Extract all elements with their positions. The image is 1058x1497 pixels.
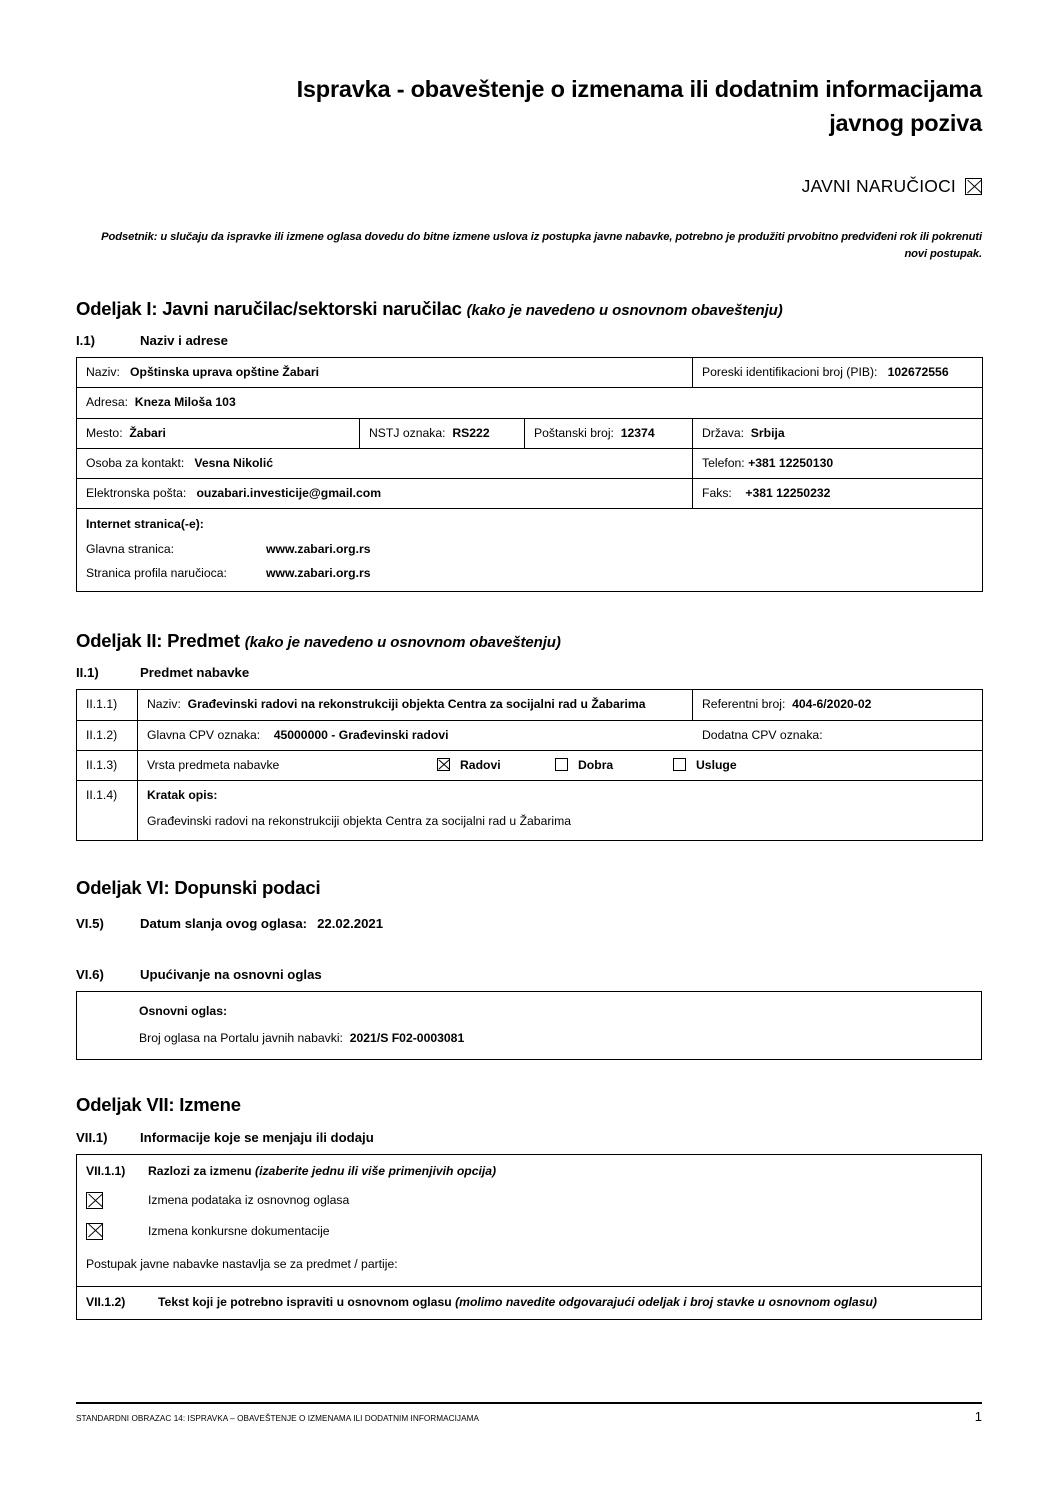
subject-name-label: Naziv: — [147, 697, 181, 712]
text-to-correct-box — [76, 1287, 982, 1320]
main-page-row — [86, 541, 974, 558]
main-page-value[interactable]: www.zabari.org.rs — [266, 541, 371, 556]
page-content — [76, 0, 982, 1320]
email-cell — [77, 479, 693, 509]
section-vii — [76, 1094, 982, 1320]
portal-ad-value: 2021/S F02-0003081 — [349, 1030, 465, 1045]
contact-label: Osoba za kontakt: — [86, 455, 185, 470]
type-label: Vrsta predmeta nabavke — [147, 758, 280, 773]
original-ad-box — [76, 991, 982, 1060]
table-row — [77, 751, 983, 781]
section-i-heading — [76, 298, 982, 320]
type-option-label: Dobra — [578, 758, 614, 773]
checkbox-radovi[interactable] — [437, 758, 450, 771]
audience-row — [76, 176, 982, 197]
portal-ad-number-row — [139, 1030, 972, 1048]
section-i-heading-note: (kako je navedeno u osnovnom obaveštenju) — [466, 301, 783, 319]
section-i-sub-heading — [76, 333, 982, 348]
section-vii-sub-title: Informacije koje se menjaju ili dodaju — [140, 1130, 374, 1146]
phone-cell — [693, 448, 983, 478]
row-number: II.1.1) — [77, 690, 138, 720]
section-vi-heading: Odeljak VI: Dopunski podaci — [76, 877, 321, 899]
subject-table — [76, 689, 983, 841]
cpv-label: Glavna CPV oznaka: — [147, 727, 261, 742]
address-value: Kneza Miloša 103 — [134, 395, 236, 410]
table-row — [77, 479, 983, 509]
reason-option-1[interactable] — [86, 1192, 972, 1212]
nstj-cell — [360, 418, 525, 448]
footer-page-number: 1 — [974, 1409, 982, 1424]
send-date-row — [76, 916, 982, 931]
changes-box — [76, 1154, 982, 1287]
original-ad-label: Upućivanje na osnovni oglas — [140, 967, 322, 983]
reasons-header — [86, 1163, 972, 1181]
postal-label: Poštanski broj: — [534, 425, 614, 440]
row-number: II.1.2) — [77, 720, 138, 750]
contact-cell — [77, 448, 693, 478]
city-label: Mesto: — [86, 425, 123, 440]
section-ii-heading-text: Odeljak II: Predmet — [76, 630, 240, 652]
section-i-heading-text: Odeljak I: Javni naručilac/sektorski naručilac — [76, 297, 462, 319]
subject-name-value: Građevinski radovi na rekonstrukciji objekta Centra za socijalni rad u Žabarima — [187, 697, 646, 712]
cpv-value: 45000000 - Građevinski radovi — [273, 727, 449, 742]
short-description-value: Građevinski radovi na rekonstrukciji objekta Centra za socijalni rad u Žabarima — [147, 813, 572, 828]
table-row — [77, 781, 983, 841]
reasons-note: (izaberite jednu ili više primenjivih opcija) — [255, 1164, 497, 1179]
original-ad-row — [76, 967, 982, 982]
name-value: Opštinska uprava opštine Žabari — [130, 364, 320, 379]
table-row — [77, 388, 983, 418]
row-number: II.1.4) — [77, 781, 138, 841]
checkbox-izmena-dokumentacije[interactable] — [86, 1223, 103, 1240]
original-ad-title: Osnovni oglas: — [139, 1004, 228, 1019]
section-ii-heading — [76, 630, 982, 652]
type-option-usluge[interactable] — [673, 757, 791, 774]
portal-ad-label: Broj oglasa na Portalu javnih nabavki: — [139, 1030, 343, 1045]
buyer-details-table — [76, 357, 983, 593]
send-date-label: Datum slanja ovog oglasa: — [140, 916, 308, 932]
checkbox-dobra[interactable] — [555, 758, 568, 771]
reason-option-2[interactable] — [86, 1223, 972, 1243]
pib-label: Poreski identifikacioni broj (PIB): — [702, 364, 878, 379]
audience-checkbox[interactable] — [965, 178, 982, 195]
reference-cell — [693, 690, 983, 720]
reasons-label: Razlozi za izmenu — [148, 1164, 252, 1179]
section-vii-sub-number: VII.1) — [76, 1130, 108, 1146]
section-ii-heading-note: (kako je navedeno u osnovnom obaveštenju) — [244, 634, 561, 652]
section-i — [76, 298, 982, 593]
internet-label: Internet stranica(-e): — [86, 517, 204, 532]
table-row — [77, 690, 983, 720]
subject-name-cell — [138, 690, 693, 720]
checkbox-usluge[interactable] — [673, 758, 686, 771]
send-date-number: VI.5) — [76, 916, 104, 932]
city-value: Žabari — [129, 425, 166, 440]
reference-value: 404-6/2020-02 — [792, 697, 872, 712]
fax-label: Faks: — [702, 486, 732, 501]
address-label: Adresa: — [86, 395, 129, 410]
cpv-additional-label: Dodatna CPV oznaka: — [702, 727, 823, 742]
table-row — [77, 509, 983, 592]
section-vii-sub-heading — [76, 1130, 982, 1145]
section-ii-sub-heading — [76, 665, 982, 680]
nstj-label: NSTJ oznaka: — [369, 425, 446, 440]
section-vi — [76, 877, 982, 1060]
short-description-label: Kratak opis: — [147, 788, 218, 803]
cpv-cell — [138, 720, 983, 750]
send-date-value: 22.02.2021 — [317, 916, 384, 932]
email-value[interactable]: ouzabari.investicije@gmail.com — [196, 486, 382, 501]
phone-label: Telefon: — [702, 455, 745, 470]
pib-value: 102672556 — [887, 364, 949, 379]
section-i-sub-number: I.1) — [76, 332, 96, 348]
table-row — [77, 720, 983, 750]
type-option-label: Radovi — [460, 758, 501, 773]
country-value: Srbija — [750, 425, 785, 440]
type-cell — [138, 751, 983, 781]
name-label: Naziv: — [86, 364, 120, 379]
table-row — [77, 357, 983, 387]
city-cell — [77, 418, 360, 448]
phone-value: +381 12250130 — [748, 455, 834, 470]
page-footer — [76, 1402, 982, 1424]
name-cell — [77, 357, 693, 387]
table-row — [77, 448, 983, 478]
pib-cell — [693, 357, 983, 387]
page-title-line1: Ispravka - obaveštenje o izmenama ili dodatnim informacijama — [296, 76, 982, 102]
reasons-number: VII.1.1) — [86, 1164, 126, 1179]
contact-value: Vesna Nikolić — [194, 455, 273, 470]
address-cell — [77, 388, 983, 418]
fax-value: +381 12250232 — [745, 486, 831, 501]
email-label: Elektronska pošta: — [86, 486, 187, 501]
postal-cell — [525, 418, 693, 448]
internet-cell — [77, 509, 983, 592]
postal-value: 12374 — [620, 425, 655, 440]
reason-option-label: Izmena podataka iz osnovnog oglasa — [148, 1193, 350, 1208]
table-row — [77, 418, 983, 448]
text-to-correct-label: Tekst koji je potrebno ispraviti u osnovnom oglasu — [158, 1295, 452, 1310]
section-ii-sub-number: II.1) — [76, 665, 99, 681]
row-number: II.1.3) — [77, 751, 138, 781]
profile-page-label: Stranica profila naručioca: — [86, 566, 227, 581]
footer-text: STANDARDNI OBRAZAC 14: ISPRAVKA – OBAVEŠTENJE O IZMENAMA ILI DODATNIM INFORMACIJAMA — [76, 1414, 479, 1423]
text-to-correct-note: (molimo navedite odgovarajući odeljak i broj stavke u osnovnom oglasu) — [455, 1295, 877, 1310]
reminder-note: Podsetnik: u slučaju da ispravke ili izmene oglasa dovedu do bitne izmene uslova iz postupka javne nabavke, potrebno je produžiti prvobitno predviđeni rok ili pokrenuti novi postupak. — [101, 231, 982, 261]
section-ii — [76, 630, 982, 841]
type-option-dobra[interactable] — [555, 757, 673, 774]
checkbox-izmena-podataka[interactable] — [86, 1192, 103, 1209]
page-title — [76, 72, 982, 140]
profile-page-value[interactable]: www.zabari.org.rs — [266, 566, 371, 581]
short-description-cell — [138, 781, 983, 841]
type-option-radovi[interactable] — [437, 757, 555, 774]
continue-text: Postupak javne nabavke nastavlja se za predmet / partije: — [86, 1256, 398, 1271]
original-ad-number: VI.6) — [76, 967, 104, 983]
section-i-sub-title: Naziv i adrese — [140, 332, 228, 348]
section-ii-sub-title: Predmet nabavke — [140, 665, 250, 681]
reason-option-label: Izmena konkursne dokumentacije — [148, 1223, 330, 1238]
country-cell — [693, 418, 983, 448]
reference-label: Referentni broj: — [702, 697, 786, 712]
main-page-label: Glavna stranica: — [86, 541, 175, 556]
text-to-correct-number: VII.1.2) — [86, 1295, 126, 1310]
fax-cell — [693, 479, 983, 509]
country-label: Država: — [702, 425, 744, 440]
audience-label: JAVNI NARUČIOCI — [801, 176, 956, 197]
page-title-line2: javnog poziva — [829, 110, 982, 137]
profile-page-row — [86, 565, 974, 582]
type-option-label: Usluge — [696, 758, 737, 773]
nstj-value: RS222 — [452, 425, 490, 440]
section-vii-heading: Odeljak VII: Izmene — [76, 1094, 241, 1116]
